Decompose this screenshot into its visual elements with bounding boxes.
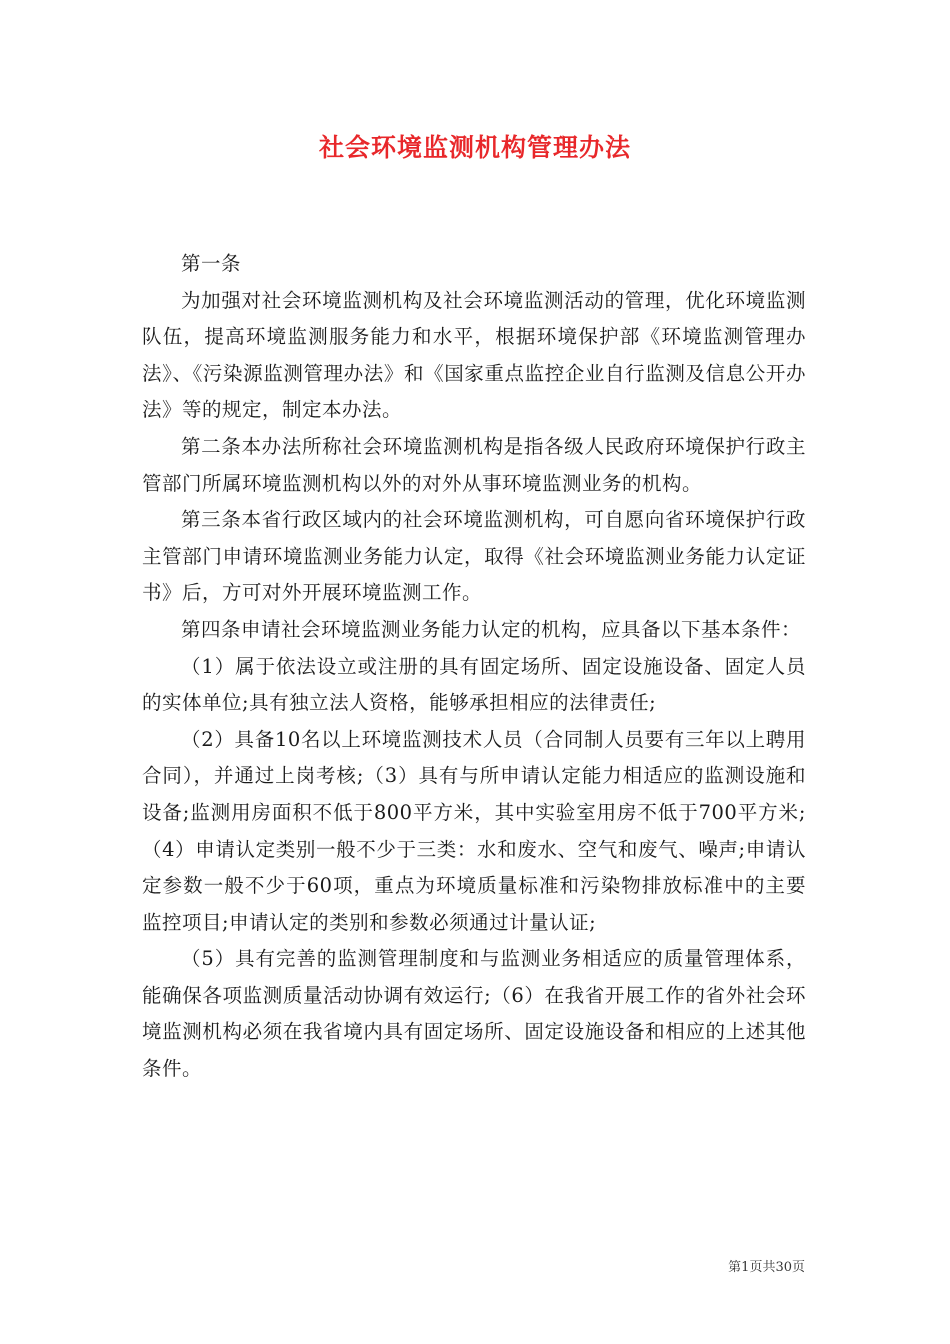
condition-2-4-text: （2）具备10名以上环境监测技术人员（合同制人员要有三年以上聘用合同），并通过上岗考核;（3）具有与所申请认定能力相适应的监测设施和设备;监测用房面积不低于800平方米，其中实验室用房不低于700平方米;（4）申请认定类别一般不少于三类：水和废水、空气和废气、噪声;申请认定参数一般不少于60项，重点为环境质量标准和污染物排放标准中的主要监控项目;申请认定的类别和参数必须通过计量认证; (142, 727, 806, 934)
condition-1-text: （1）属于依法设立或注册的具有固定场所、固定设施设备、固定人员的实体单位;具有独立法人资格，能够承担相应的法律责任; (142, 654, 806, 715)
document-title: 社会环境监测机构管理办法 (318, 133, 631, 162)
condition-5-6-text: （5）具有完善的监测管理制度和与监测业务相适应的质量管理体系，能确保各项监测质量活动协调有效运行;（6）在我省开展工作的省外社会环境监测机构必须在我省境内具有固定场所、固定设施设备和相应的上述其他条件。 (142, 947, 806, 1081)
article-2-text: 第二条本办法所称社会环境监测机构是指各级人民政府环境保护行政主管部门所属环境监测机构以外的对外从事环境监测业务的机构。 (142, 434, 806, 495)
article-3-text: 第三条本省行政区域内的社会环境监测机构，可自愿向省环境保护行政主管部门申请环境监测业务能力认定，取得《社会环境监测业务能力认定证书》后，方可对外开展环境监测工作。 (142, 508, 806, 605)
page-number: 第1页共30页 (728, 1260, 805, 1275)
article-heading-1: 第一条 (181, 252, 242, 275)
article-1-text: 为加强对社会环境监测机构及社会环境监测活动的管理，优化环境监测队伍，提高环境监测服务能力和水平，根据环境保护部《环境监测管理办法》、《污染源监测管理办法》和《国家重点监控企业自行监测及信息公开办法》等的规定，制定本办法。 (142, 288, 806, 422)
article-4-text: 第四条申请社会环境监测业务能力认定的机构，应具备以下基本条件： (181, 617, 802, 641)
document-body (142, 246, 806, 1088)
